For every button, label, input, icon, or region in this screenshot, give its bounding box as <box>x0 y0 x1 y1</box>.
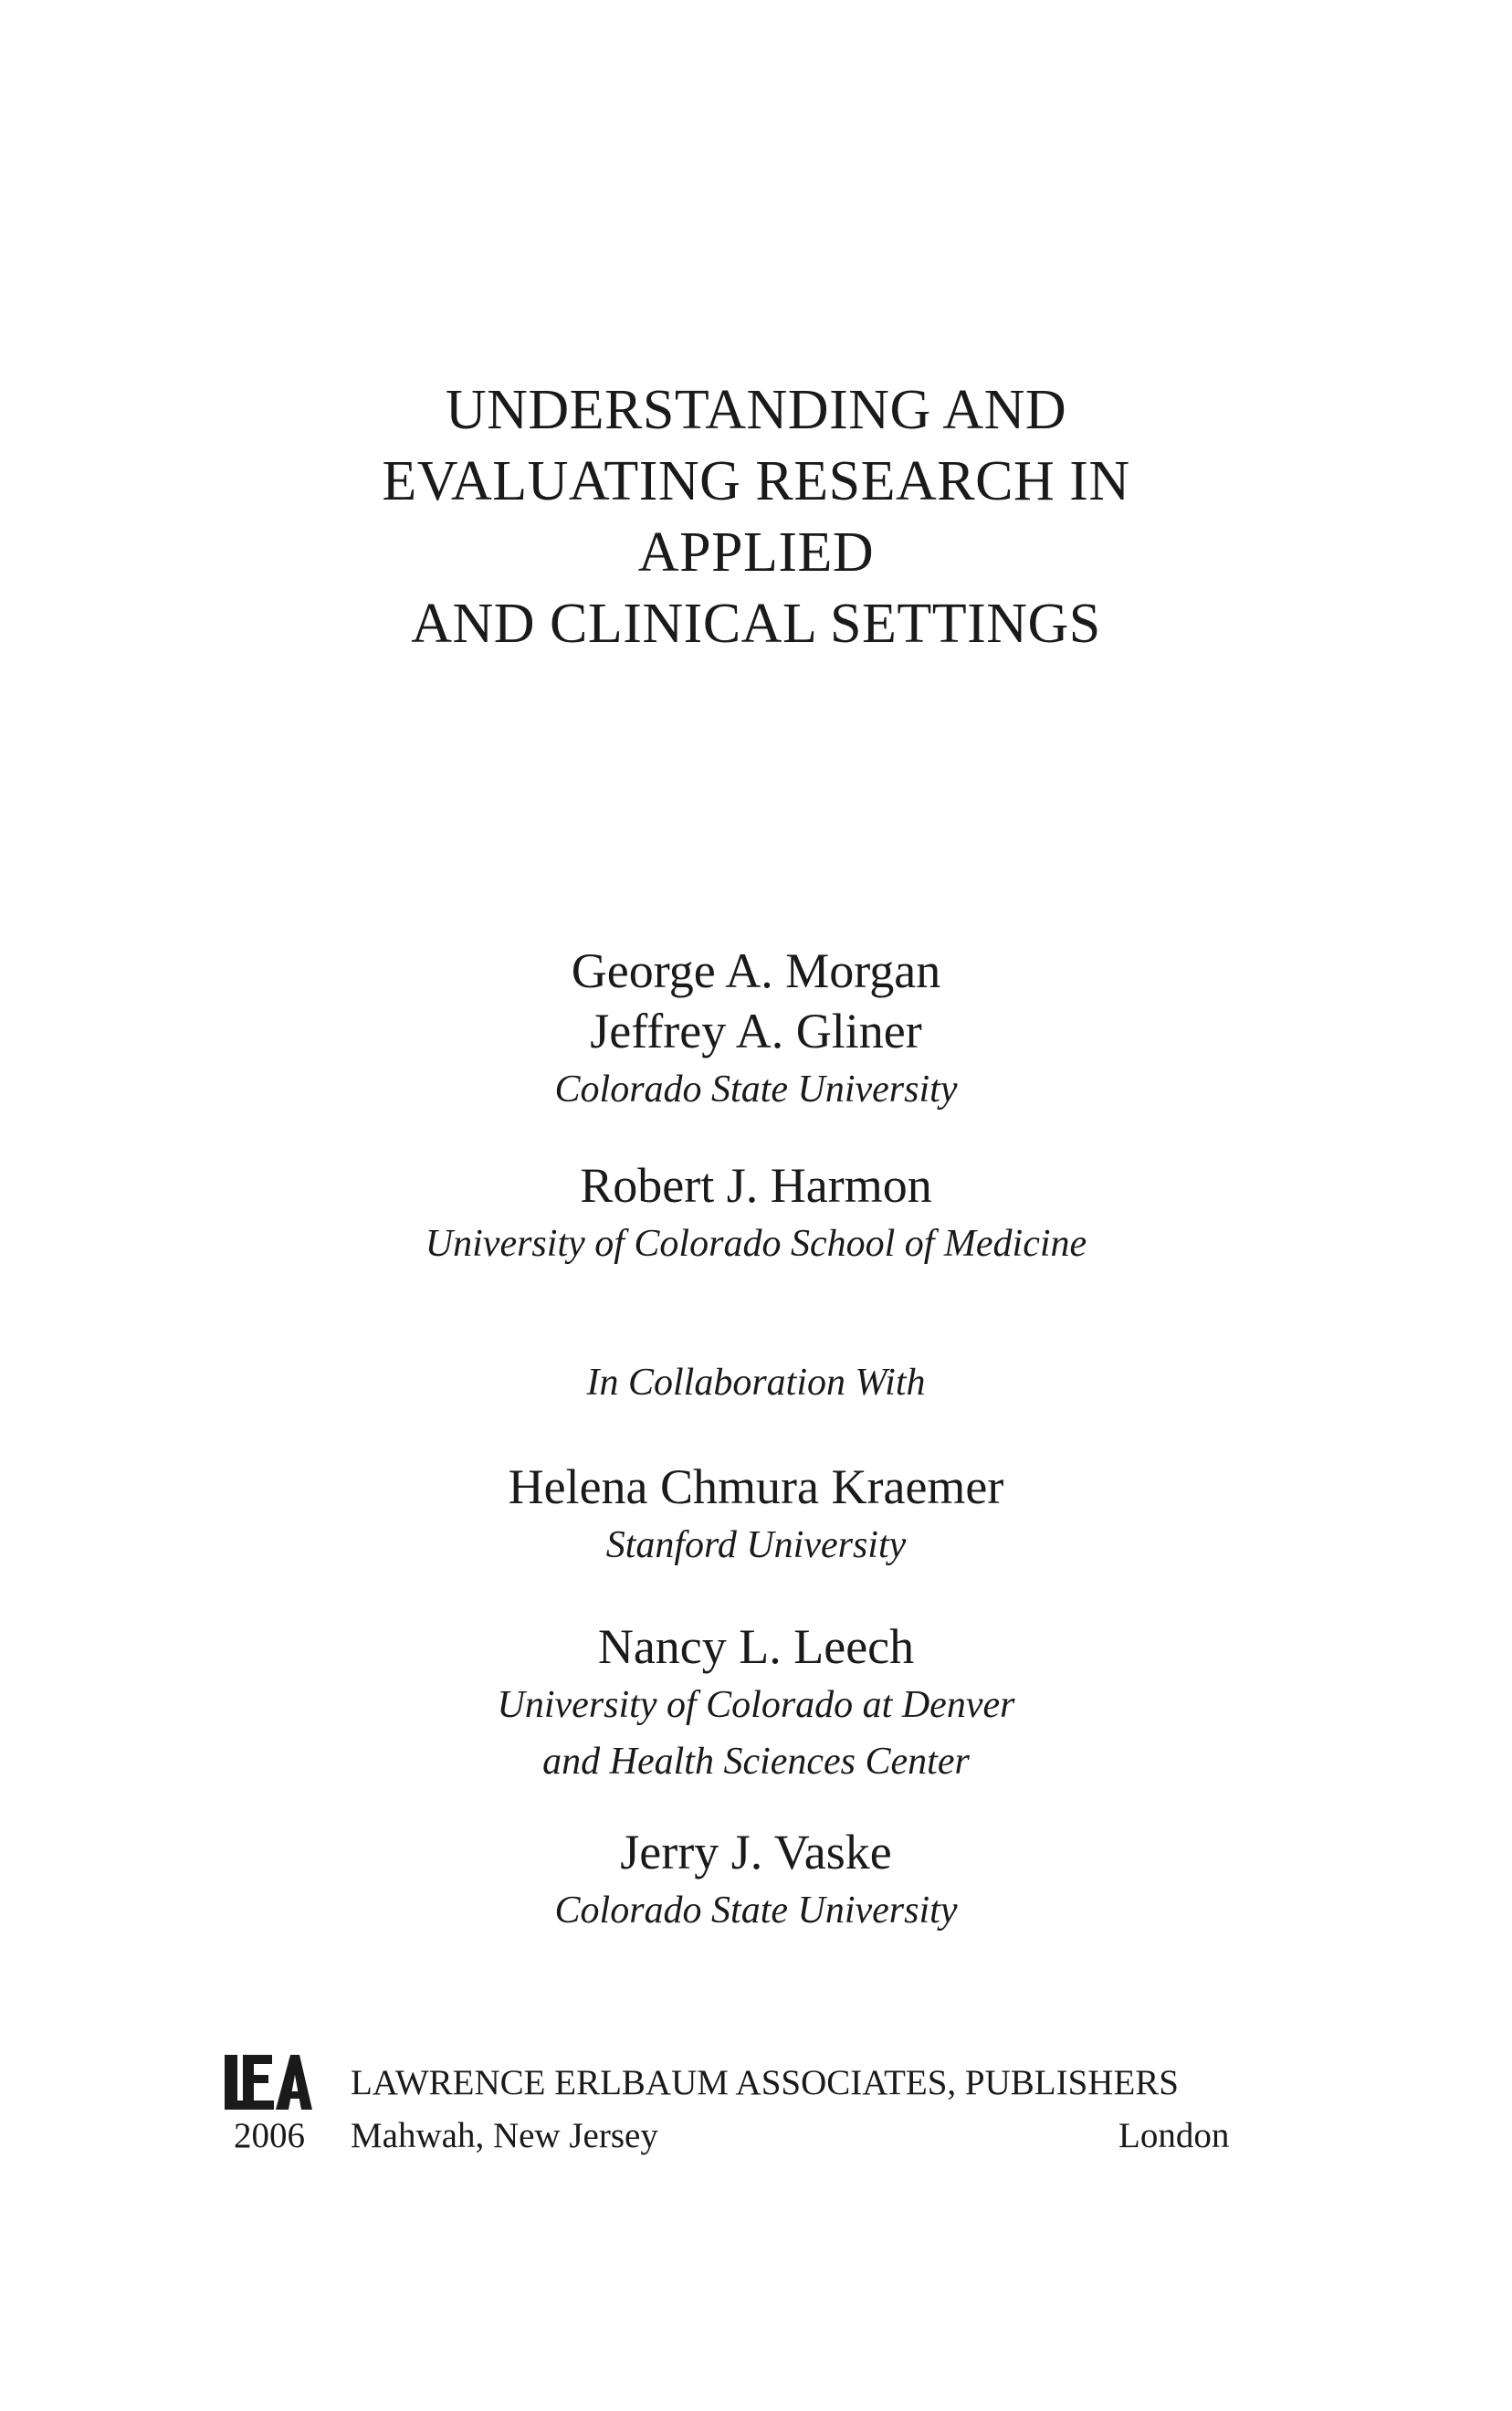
collaborator-affiliation-csu: Colorado State University <box>554 1890 958 1932</box>
collaborator-name-vaske: Jerry J. Vaske <box>620 1825 892 1879</box>
author-name-morgan: George A. Morgan <box>571 943 941 998</box>
publisher-location: Mahwah, New Jersey <box>351 2116 658 2155</box>
collaborator-affiliation-ucd-1: University of Colorado at Denver <box>497 1684 1015 1726</box>
author-block-1 <box>0 941 1512 1118</box>
collaboration-label: In Collaboration With <box>586 1362 926 1404</box>
collaborator-block-2 <box>0 1616 1512 1790</box>
author-name-gliner: Jeffrey A. Gliner <box>590 1004 922 1058</box>
title-line-1: UNDERSTANDING AND <box>445 379 1067 441</box>
author-block-2 <box>0 1155 1512 1272</box>
book-title <box>0 374 1512 659</box>
title-line-3: APPLIED <box>637 521 875 584</box>
title-line-2: EVALUATING RESEARCH IN <box>382 450 1130 512</box>
lea-logo <box>225 2055 312 2110</box>
collaborator-affiliation-ucd-2: and Health Sciences Center <box>542 1741 970 1783</box>
collaborator-affiliation-stanford: Stanford University <box>605 1524 907 1566</box>
title-line-4: AND CLINICAL SETTINGS <box>411 593 1101 655</box>
collaborator-name-leech: Nancy L. Leech <box>597 1619 915 1674</box>
collaborator-block-3 <box>0 1822 1512 1939</box>
collaborator-block-1 <box>0 1457 1512 1574</box>
publisher-city-london: London <box>1118 2116 1230 2155</box>
publication-year: 2006 <box>234 2116 305 2155</box>
publisher-name: LAWRENCE ERLBAUM ASSOCIATES, PUBLISHERS <box>351 2063 1179 2102</box>
collaboration-heading <box>0 1361 1512 1405</box>
author-affiliation-csu: Colorado State University <box>554 1069 958 1111</box>
collaborator-name-kraemer: Helena Chmura Kraemer <box>508 1459 1004 1514</box>
author-name-harmon: Robert J. Harmon <box>580 1158 932 1213</box>
author-affiliation-ucsm: University of Colorado School of Medicine <box>425 1223 1087 1265</box>
